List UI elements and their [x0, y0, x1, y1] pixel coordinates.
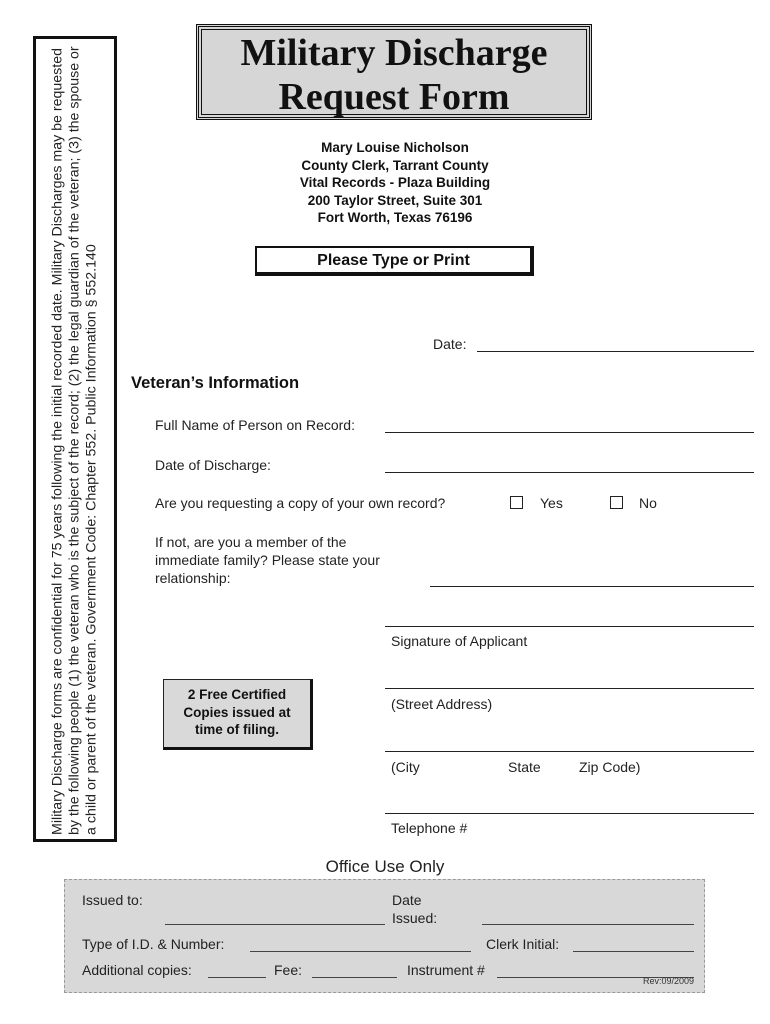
- full-name-label: Full Name of Person on Record:: [155, 417, 355, 433]
- signature-field[interactable]: [385, 626, 754, 627]
- date-field[interactable]: [477, 351, 754, 352]
- clerk-building: Vital Records - Plaza Building: [299, 175, 491, 190]
- office-use-box: [64, 879, 705, 993]
- clerk-city: Fort Worth, Texas 76196: [317, 210, 473, 225]
- street-address-field[interactable]: [385, 688, 754, 689]
- discharge-date-field[interactable]: [385, 472, 754, 473]
- city-label: (City: [391, 759, 420, 775]
- clerk-address: [240, 139, 550, 227]
- clerk-initial-field[interactable]: [573, 951, 694, 952]
- form-title-box: [196, 24, 592, 120]
- free-copies-line3: time of filing.: [195, 722, 279, 737]
- telephone-field[interactable]: [385, 813, 754, 814]
- family-question-line3: relationship:: [155, 570, 231, 586]
- confidentiality-notice-text: Military Discharge forms are confidential for 75 years following the initial recorded date. Military Discharges may be requested by the following people (1) the veteran who is the subject of the record; (2) the legal guardian of the veteran; (3) the spouse or a child or parent of the veteran. Government Code: Chapter 552. Public Information § 552.140: [49, 46, 100, 835]
- date-label: Date:: [433, 336, 467, 352]
- date-issued-field[interactable]: [482, 924, 694, 925]
- free-copies-box: [163, 679, 313, 750]
- yes-checkbox[interactable]: [510, 496, 523, 509]
- id-number-label: Type of I.D. & Number:: [82, 936, 225, 952]
- issued-to-label: Issued to:: [82, 892, 143, 908]
- clerk-name: Mary Louise Nicholson: [321, 140, 469, 155]
- free-copies-line1: 2 Free Certified: [187, 687, 287, 702]
- zip-label: Zip Code): [579, 759, 641, 775]
- family-question-line1: If not, are you a member of the: [155, 534, 347, 550]
- clerk-office: County Clerk, Tarrant County: [301, 157, 489, 173]
- family-question-line2: immediate family? Please state your: [155, 552, 380, 568]
- no-checkbox[interactable]: [610, 496, 623, 509]
- form-title-line1: Military Discharge: [240, 32, 548, 74]
- fee-label: Fee:: [274, 962, 303, 978]
- section-title: Veteran’s Information: [131, 374, 300, 392]
- issued-to-field[interactable]: [165, 924, 385, 925]
- telephone-label: Telephone #: [391, 820, 468, 836]
- date-issued-label-line2: Issued:: [392, 910, 438, 926]
- own-record-label: Are you requesting a copy of your own record?: [155, 495, 446, 511]
- state-label: State: [508, 759, 541, 775]
- revision-date: Rev:09/2009: [642, 976, 694, 986]
- clerk-initial-label: Clerk Initial:: [486, 936, 560, 952]
- clerk-street: 200 Taylor Street, Suite 301: [307, 192, 483, 208]
- free-copies-line2: Copies issued at: [183, 704, 291, 720]
- street-address-label: (Street Address): [391, 696, 493, 712]
- city-state-zip-field[interactable]: [385, 751, 754, 752]
- relationship-field[interactable]: [430, 586, 754, 587]
- date-issued-label-line1: Date: [392, 892, 422, 908]
- confidentiality-notice: [33, 36, 117, 842]
- office-use-title: Office Use Only: [325, 857, 445, 876]
- full-name-field[interactable]: [385, 432, 754, 433]
- no-label: No: [639, 495, 657, 511]
- form-title-line2: Request Form: [278, 76, 510, 118]
- id-number-field[interactable]: [250, 951, 471, 952]
- discharge-date-label: Date of Discharge:: [155, 457, 271, 473]
- please-type-banner: Please Type or Print: [255, 246, 534, 276]
- fee-field[interactable]: [312, 977, 397, 978]
- additional-copies-field[interactable]: [208, 977, 266, 978]
- additional-copies-label: Additional copies:: [82, 962, 192, 978]
- yes-label: Yes: [540, 495, 563, 511]
- instrument-label: Instrument #: [407, 962, 485, 978]
- signature-label: Signature of Applicant: [391, 633, 528, 649]
